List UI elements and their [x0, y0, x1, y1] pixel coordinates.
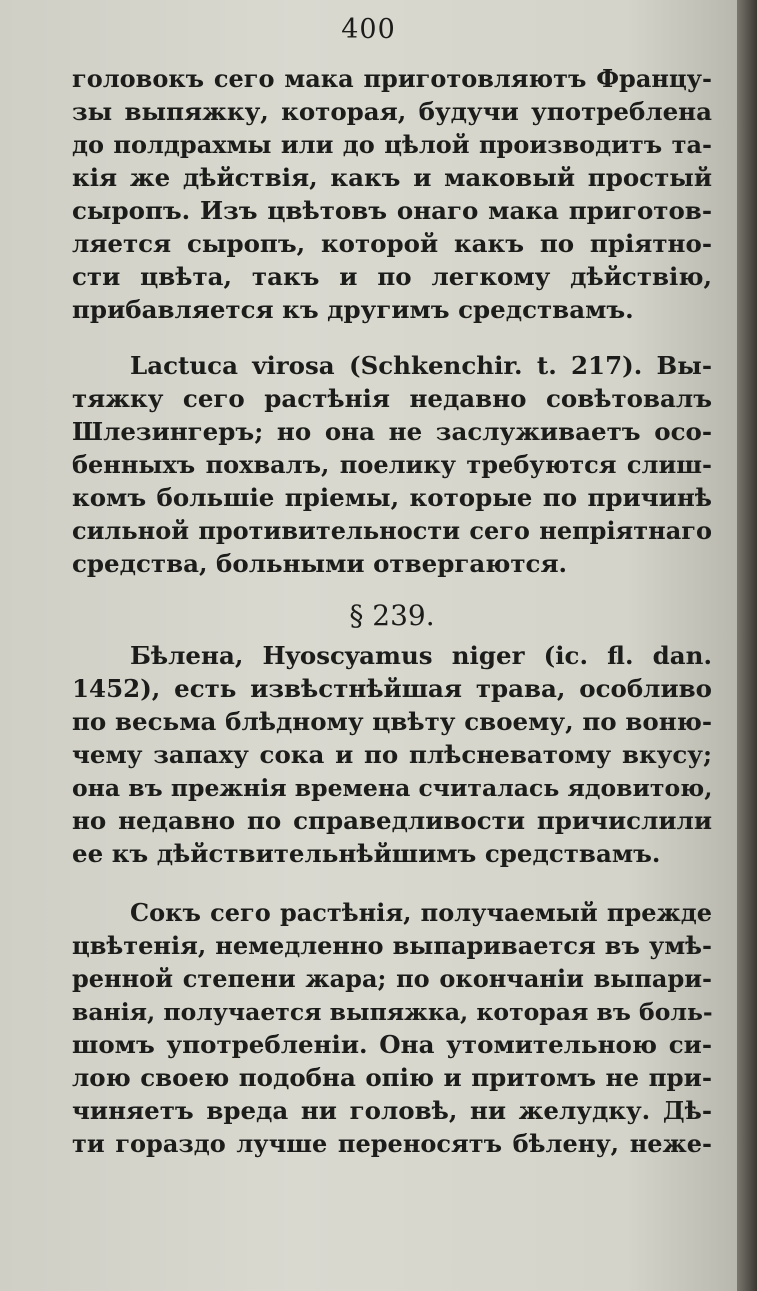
text-line: ренной степени жара; по окончаніи выпари-: [72, 964, 712, 993]
text-line: сыропъ. Изъ цвѣтовъ онаго мака приготов-: [72, 196, 712, 225]
text-line: сильной противительности сего непріятнаго: [72, 516, 712, 545]
text-line: Lactuca virosa (Schkenchir. t. 217). Вы-: [130, 351, 712, 380]
text-line: ее къ дѣйствительнѣйшимъ средствамъ.: [72, 839, 661, 868]
text-line: шомъ употребленіи. Она утомительною си-: [72, 1030, 712, 1059]
text-line: ти гораздо лучше переносятъ бѣлену, неже-: [72, 1129, 712, 1158]
text-line: тяжку сего растѣнія недавно совѣтовалъ: [72, 384, 712, 413]
text-line: головокъ сего мака приготовляютъ Францу-: [72, 64, 712, 93]
text-line: Сокъ сего растѣнія, получаемый прежде: [130, 898, 712, 927]
text-line: лою своею подобна опію и притомъ не при-: [72, 1063, 712, 1092]
text-line: зы выпяжку, которая, будучи употреблена: [72, 97, 712, 126]
text-line: цвѣтенія, немедленно выпаривается въ умѣ-: [72, 931, 712, 960]
section-heading: § 239.: [349, 599, 435, 632]
page-number: 400: [341, 14, 396, 45]
text-line: Бѣлена, Hyoscyamus niger (ic. fl. dan.: [130, 641, 712, 670]
text-line: ванія, получается выпяжка, которая въ боль-: [72, 998, 713, 1026]
text-line: кія же дѣйствія, какъ и маковый простый: [72, 163, 712, 192]
text-line: бенныхъ похвалъ, поелику требуются слиш-: [72, 450, 712, 479]
text-line: 1452), есть извѣстнѣйшая трава, особливо: [72, 674, 712, 703]
text-line: ляется сыропъ, которой какъ по пріятно-: [72, 229, 712, 258]
text-line: средства, больными отвергаются.: [72, 549, 568, 578]
text-line: чиняетъ вреда ни головѣ, ни желудку. Дѣ-: [72, 1096, 712, 1125]
text-line: чему запаху сока и по плѣсневатому вкусу;: [72, 740, 712, 769]
text-line: прибавляется къ другимъ средствамъ.: [72, 295, 634, 324]
text-line: но недавно по справедливости причислили: [72, 806, 712, 835]
text-line: комъ большіе пріемы, которые по причинѣ: [72, 483, 712, 512]
page-edge-shadow: [737, 0, 757, 1291]
text-line: до полдрахмы или до цѣлой производитъ та-: [72, 130, 712, 159]
text-line: она въ прежнія времена считалась ядовитою,: [72, 774, 713, 802]
text-line: Шлезингеръ; но она не заслуживаетъ осо-: [72, 417, 712, 446]
text-line: сти цвѣта, такъ и по легкому дѣйствію,: [72, 262, 712, 291]
text-line: по весьма блѣдному цвѣту своему, по воню-: [72, 707, 712, 736]
